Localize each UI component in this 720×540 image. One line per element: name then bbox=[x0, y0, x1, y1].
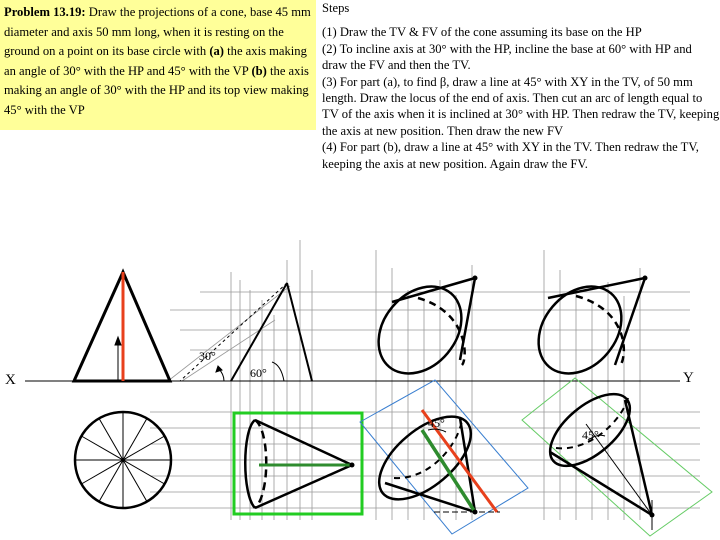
steps-heading: Steps bbox=[322, 1, 350, 15]
step-3: (3) For part (a), to find β, draw a line at 45° with XY in the TV, of 50 mm length. Draw the locus of the end of axis. Then cut an arc of length equal to TV of the axis when it is inclined at 30° with HP. Then redraw the TV, keeping the axis at new position. Then draw the new FV bbox=[322, 74, 720, 138]
angle-30-label: 30° bbox=[199, 349, 216, 363]
top-view-3-frame bbox=[360, 380, 528, 534]
top-view-initial bbox=[75, 412, 171, 508]
problem-title: Problem 13.19: bbox=[4, 5, 86, 19]
angle-45-label-a: 45° bbox=[428, 416, 445, 430]
angle-45-label-b: 45° bbox=[582, 428, 599, 442]
part-b-label: (b) bbox=[251, 63, 267, 78]
step-4: (4) For part (b), draw a line at 45° with XY in the TV. Then redraw the TV, keeping the axis at new position. Again draw the FV. bbox=[322, 140, 699, 171]
x-label: X bbox=[5, 372, 16, 388]
problem-text-3: the axis making an angle of 30° with the HP and its top view making 45° with the VP bbox=[4, 63, 309, 117]
part-a-label: (a) bbox=[209, 44, 224, 59]
front-view-inclined bbox=[180, 283, 312, 381]
angle-60-label: 60° bbox=[250, 366, 267, 380]
height-dimension-arrow bbox=[115, 337, 121, 381]
y-label: Y bbox=[683, 370, 694, 386]
problem-text-2: the axis making an angle of 30° with the HP and 45° with the VP bbox=[4, 44, 307, 78]
step-1: (1) Draw the TV & FV of the cone assuming its base on the HP bbox=[322, 25, 642, 40]
step-2: (2) To incline axis at 30° with the HP, incline the base at 60° with HP and draw the FV and then the TV. bbox=[322, 41, 692, 73]
problem-text-1: Draw the projections of a cone, base 45 mm diameter and axis 50 mm long, when it is resting on the ground on a point on its base circle with bbox=[4, 5, 311, 59]
top-view-part-b bbox=[538, 381, 652, 515]
